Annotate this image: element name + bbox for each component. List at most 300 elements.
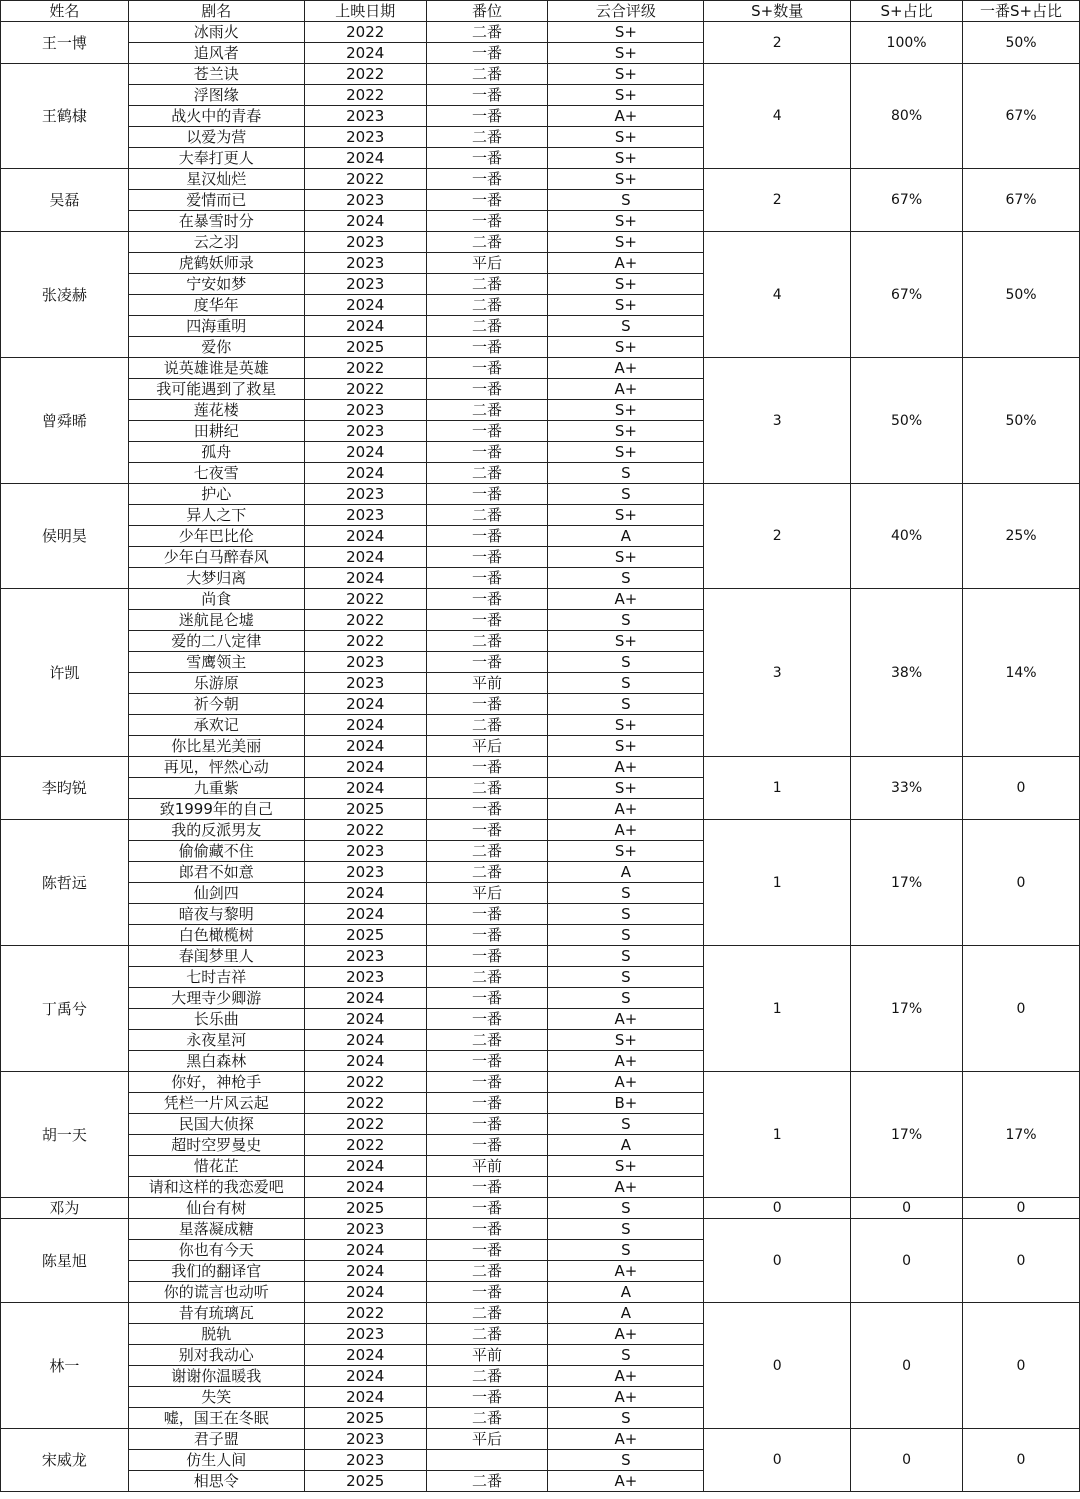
drama-title-cell: 惜花芷 (128, 1156, 304, 1177)
release-year-cell: 2024 (304, 694, 426, 715)
drama-title-cell: 君子盟 (128, 1429, 304, 1450)
s-plus-ratio-cell: 0 (851, 1219, 963, 1303)
billing-cell: 二番 (426, 463, 548, 484)
billing-cell: 一番 (426, 547, 548, 568)
release-year-cell: 2022 (304, 22, 426, 43)
billing-cell: 二番 (426, 1408, 548, 1429)
release-year-cell: 2024 (304, 904, 426, 925)
drama-title-cell: 仿生人间 (128, 1450, 304, 1471)
drama-title-cell: 凭栏一片风云起 (128, 1093, 304, 1114)
table-row (1, 232, 1080, 253)
lead-s-plus-ratio-cell: 67% (963, 64, 1080, 169)
billing-cell: 一番 (426, 1135, 548, 1156)
table-row (1, 820, 1080, 841)
billing-cell: 二番 (426, 1030, 548, 1051)
billing-cell: 一番 (426, 43, 548, 64)
rating-cell: S (548, 463, 704, 484)
release-year-cell: 2024 (304, 547, 426, 568)
rating-cell: A (548, 1282, 704, 1303)
header-drama: 剧名 (128, 1, 304, 22)
release-year-cell: 2025 (304, 1198, 426, 1219)
rating-cell: S (548, 1219, 704, 1240)
table-row (1, 1219, 1080, 1240)
rating-cell: S (548, 652, 704, 673)
rating-cell: S (548, 694, 704, 715)
table-row (1, 169, 1080, 190)
release-year-cell: 2024 (304, 1345, 426, 1366)
rating-cell: S+ (548, 1156, 704, 1177)
rating-cell: A+ (548, 1366, 704, 1387)
billing-cell: 一番 (426, 610, 548, 631)
rating-cell: A+ (548, 1261, 704, 1282)
rating-cell: A+ (548, 799, 704, 820)
release-year-cell: 2022 (304, 1072, 426, 1093)
release-year-cell: 2025 (304, 799, 426, 820)
drama-title-cell: 偷偷藏不住 (128, 841, 304, 862)
drama-title-cell: 异人之下 (128, 505, 304, 526)
header-rating: 云合评级 (548, 1, 704, 22)
release-year-cell: 2024 (304, 1387, 426, 1408)
drama-title-cell: 苍兰诀 (128, 64, 304, 85)
release-year-cell: 2024 (304, 1261, 426, 1282)
release-year-cell: 2023 (304, 946, 426, 967)
release-year-cell: 2023 (304, 673, 426, 694)
rating-cell: S+ (548, 85, 704, 106)
release-year-cell: 2022 (304, 1303, 426, 1324)
release-year-cell: 2024 (304, 1282, 426, 1303)
s-plus-ratio-cell: 67% (851, 232, 963, 358)
drama-title-cell: 我的反派男友 (128, 820, 304, 841)
drama-title-cell: 请和这样的我恋爱吧 (128, 1177, 304, 1198)
table-row (1, 1429, 1080, 1450)
rating-cell: S (548, 316, 704, 337)
actor-name-cell: 丁禹兮 (1, 946, 129, 1072)
lead-s-plus-ratio-cell: 0 (963, 820, 1080, 946)
s-plus-count-cell: 2 (704, 169, 851, 232)
billing-cell: 一番 (426, 1093, 548, 1114)
release-year-cell: 2023 (304, 841, 426, 862)
header-row (1, 1, 1080, 22)
rating-cell: S+ (548, 631, 704, 652)
rating-cell: S+ (548, 400, 704, 421)
drama-title-cell: 乐游原 (128, 673, 304, 694)
billing-cell: 一番 (426, 925, 548, 946)
drama-title-cell: 以爱为营 (128, 127, 304, 148)
billing-cell: 二番 (426, 22, 548, 43)
rating-cell: A+ (548, 1429, 704, 1450)
release-year-cell: 2024 (304, 1030, 426, 1051)
billing-cell: 二番 (426, 715, 548, 736)
s-plus-count-cell: 4 (704, 232, 851, 358)
s-plus-ratio-cell: 50% (851, 358, 963, 484)
release-year-cell: 2023 (304, 652, 426, 673)
release-year-cell: 2024 (304, 1177, 426, 1198)
billing-cell: 一番 (426, 820, 548, 841)
billing-cell: 一番 (426, 211, 548, 232)
lead-s-plus-ratio-cell: 0 (963, 1303, 1080, 1429)
drama-title-cell: 迷航昆仑墟 (128, 610, 304, 631)
rating-cell: A+ (548, 1387, 704, 1408)
billing-cell: 一番 (426, 1072, 548, 1093)
drama-title-cell: 我们的翻译官 (128, 1261, 304, 1282)
rating-cell: A (548, 862, 704, 883)
billing-cell: 二番 (426, 1324, 548, 1345)
billing-cell: 一番 (426, 568, 548, 589)
billing-cell: 平后 (426, 1429, 548, 1450)
s-plus-ratio-cell: 17% (851, 1072, 963, 1198)
release-year-cell: 2024 (304, 316, 426, 337)
release-year-cell: 2023 (304, 862, 426, 883)
s-plus-count-cell: 4 (704, 64, 851, 169)
actor-name-cell: 邓为 (1, 1198, 129, 1219)
billing-cell: 一番 (426, 190, 548, 211)
billing-cell: 一番 (426, 484, 548, 505)
billing-cell: 一番 (426, 1009, 548, 1030)
rating-cell: A+ (548, 1072, 704, 1093)
drama-title-cell: 承欢记 (128, 715, 304, 736)
rating-cell: S+ (548, 778, 704, 799)
s-plus-ratio-cell: 100% (851, 22, 963, 64)
drama-title-cell: 长乐曲 (128, 1009, 304, 1030)
table-body (1, 22, 1080, 1492)
billing-cell: 二番 (426, 862, 548, 883)
drama-title-cell: 孤舟 (128, 442, 304, 463)
billing-cell: 一番 (426, 1051, 548, 1072)
release-year-cell: 2024 (304, 1240, 426, 1261)
rating-cell: S (548, 1198, 704, 1219)
rating-cell: S+ (548, 1030, 704, 1051)
drama-title-cell: 宁安如梦 (128, 274, 304, 295)
drama-title-cell: 星落凝成糖 (128, 1219, 304, 1240)
rating-cell: A+ (548, 1009, 704, 1030)
drama-title-cell: 说英雄谁是英雄 (128, 358, 304, 379)
s-plus-count-cell: 1 (704, 757, 851, 820)
drama-title-cell: 度华年 (128, 295, 304, 316)
rating-cell: A+ (548, 253, 704, 274)
lead-s-plus-ratio-cell: 25% (963, 484, 1080, 589)
release-year-cell: 2025 (304, 925, 426, 946)
drama-title-cell: 莲花楼 (128, 400, 304, 421)
s-plus-count-cell: 3 (704, 358, 851, 484)
drama-title-cell: 我可能遇到了救星 (128, 379, 304, 400)
release-year-cell: 2022 (304, 85, 426, 106)
drama-title-cell: 少年白马醉春风 (128, 547, 304, 568)
s-plus-count-cell: 3 (704, 589, 851, 757)
drama-title-cell: 你好，神枪手 (128, 1072, 304, 1093)
table-row (1, 64, 1080, 85)
billing-cell: 一番 (426, 799, 548, 820)
release-year-cell: 2023 (304, 232, 426, 253)
s-plus-count-cell: 1 (704, 1072, 851, 1198)
drama-title-cell: 郎君不如意 (128, 862, 304, 883)
release-year-cell: 2023 (304, 1219, 426, 1240)
drama-title-cell: 黑白森林 (128, 1051, 304, 1072)
billing-cell: 二番 (426, 778, 548, 799)
lead-s-plus-ratio-cell: 0 (963, 757, 1080, 820)
rating-cell: S+ (548, 736, 704, 757)
table-row (1, 946, 1080, 967)
actor-name-cell: 张凌赫 (1, 232, 129, 358)
s-plus-ratio-cell: 17% (851, 820, 963, 946)
rating-cell: A (548, 1303, 704, 1324)
billing-cell: 一番 (426, 988, 548, 1009)
rating-cell: S (548, 967, 704, 988)
lead-s-plus-ratio-cell: 50% (963, 22, 1080, 64)
actor-name-cell: 陈星旭 (1, 1219, 129, 1303)
rating-cell: A+ (548, 820, 704, 841)
release-year-cell: 2024 (304, 1009, 426, 1030)
billing-cell: 一番 (426, 442, 548, 463)
lead-s-plus-ratio-cell: 0 (963, 946, 1080, 1072)
release-year-cell: 2023 (304, 1450, 426, 1471)
billing-cell: 一番 (426, 1114, 548, 1135)
rating-cell: S (548, 925, 704, 946)
drama-title-cell: 战火中的青春 (128, 106, 304, 127)
release-year-cell: 2022 (304, 820, 426, 841)
billing-cell: 一番 (426, 106, 548, 127)
s-plus-count-cell: 1 (704, 946, 851, 1072)
drama-title-cell: 永夜星河 (128, 1030, 304, 1051)
billing-cell: 二番 (426, 400, 548, 421)
billing-cell: 平后 (426, 883, 548, 904)
release-year-cell: 2023 (304, 253, 426, 274)
drama-title-cell: 爱的二八定律 (128, 631, 304, 652)
release-year-cell: 2024 (304, 568, 426, 589)
header-lead-s-plus-ratio: 一番S+占比 (963, 1, 1080, 22)
s-plus-ratio-cell: 0 (851, 1198, 963, 1219)
rating-cell: A+ (548, 379, 704, 400)
rating-cell: S (548, 610, 704, 631)
rating-cell: A (548, 526, 704, 547)
rating-cell: A (548, 1135, 704, 1156)
release-year-cell: 2023 (304, 967, 426, 988)
rating-cell: S (548, 190, 704, 211)
drama-title-cell: 爱你 (128, 337, 304, 358)
rating-cell: S (548, 1240, 704, 1261)
rating-cell: S+ (548, 295, 704, 316)
release-year-cell: 2024 (304, 736, 426, 757)
release-year-cell: 2023 (304, 127, 426, 148)
s-plus-count-cell: 0 (704, 1429, 851, 1492)
drama-title-cell: 七时吉祥 (128, 967, 304, 988)
rating-cell: S (548, 904, 704, 925)
table-row (1, 589, 1080, 610)
rating-cell: S (548, 883, 704, 904)
drama-title-cell: 尚食 (128, 589, 304, 610)
release-year-cell: 2022 (304, 1135, 426, 1156)
release-year-cell: 2023 (304, 190, 426, 211)
release-year-cell: 2023 (304, 400, 426, 421)
drama-title-cell: 致1999年的自己 (128, 799, 304, 820)
drama-title-cell: 仙剑四 (128, 883, 304, 904)
s-plus-count-cell: 2 (704, 484, 851, 589)
actor-name-cell: 胡一天 (1, 1072, 129, 1198)
release-year-cell: 2023 (304, 274, 426, 295)
release-year-cell: 2025 (304, 1471, 426, 1492)
table-row (1, 1303, 1080, 1324)
billing-cell: 一番 (426, 526, 548, 547)
rating-cell: S+ (548, 547, 704, 568)
drama-title-cell: 七夜雪 (128, 463, 304, 484)
drama-title-cell: 护心 (128, 484, 304, 505)
release-year-cell: 2025 (304, 1408, 426, 1429)
billing-cell: 二番 (426, 295, 548, 316)
table-row (1, 1072, 1080, 1093)
drama-title-cell: 白色橄榄树 (128, 925, 304, 946)
rating-cell: S+ (548, 715, 704, 736)
billing-cell: 二番 (426, 1303, 548, 1324)
drama-title-cell: 春闺梦里人 (128, 946, 304, 967)
s-plus-ratio-cell: 17% (851, 946, 963, 1072)
billing-cell: 一番 (426, 1219, 548, 1240)
rating-cell: S+ (548, 127, 704, 148)
actor-name-cell: 李昀锐 (1, 757, 129, 820)
lead-s-plus-ratio-cell: 67% (963, 169, 1080, 232)
rating-cell: A+ (548, 106, 704, 127)
billing-cell: 二番 (426, 316, 548, 337)
rating-cell: A+ (548, 1177, 704, 1198)
drama-title-cell: 爱情而已 (128, 190, 304, 211)
release-year-cell: 2022 (304, 169, 426, 190)
lead-s-plus-ratio-cell: 0 (963, 1429, 1080, 1492)
rating-cell: S+ (548, 274, 704, 295)
billing-cell: 一番 (426, 148, 548, 169)
rating-cell: S+ (548, 841, 704, 862)
rating-cell: S+ (548, 442, 704, 463)
billing-cell: 一番 (426, 694, 548, 715)
rating-cell: S+ (548, 43, 704, 64)
release-year-cell: 2023 (304, 106, 426, 127)
billing-cell: 一番 (426, 946, 548, 967)
release-year-cell: 2024 (304, 757, 426, 778)
table-row (1, 22, 1080, 43)
rating-cell: S+ (548, 211, 704, 232)
table-row (1, 1198, 1080, 1219)
drama-title-cell: 脱轨 (128, 1324, 304, 1345)
s-plus-count-cell: 0 (704, 1198, 851, 1219)
billing-cell: 二番 (426, 64, 548, 85)
rating-cell: S+ (548, 22, 704, 43)
drama-title-cell: 田耕纪 (128, 421, 304, 442)
actor-name-cell: 林一 (1, 1303, 129, 1429)
drama-title-cell: 雪鹰领主 (128, 652, 304, 673)
drama-title-cell: 失笑 (128, 1387, 304, 1408)
rating-cell: S (548, 946, 704, 967)
rating-cell: S (548, 1408, 704, 1429)
drama-title-cell: 超时空罗曼史 (128, 1135, 304, 1156)
billing-cell: 二番 (426, 967, 548, 988)
drama-title-cell: 嘘，国王在冬眠 (128, 1408, 304, 1429)
drama-title-cell: 昔有琉璃瓦 (128, 1303, 304, 1324)
drama-title-cell: 仙台有树 (128, 1198, 304, 1219)
s-plus-ratio-cell: 40% (851, 484, 963, 589)
table-row (1, 358, 1080, 379)
billing-cell: 一番 (426, 1240, 548, 1261)
billing-cell: 一番 (426, 358, 548, 379)
s-plus-ratio-cell: 38% (851, 589, 963, 757)
release-year-cell: 2022 (304, 610, 426, 631)
billing-cell: 二番 (426, 1471, 548, 1492)
header-release-year: 上映日期 (304, 1, 426, 22)
lead-s-plus-ratio-cell: 0 (963, 1198, 1080, 1219)
drama-title-cell: 你的谎言也动听 (128, 1282, 304, 1303)
rating-cell: S+ (548, 505, 704, 526)
release-year-cell: 2022 (304, 631, 426, 652)
billing-cell: 一番 (426, 379, 548, 400)
billing-cell: 一番 (426, 1282, 548, 1303)
release-year-cell: 2022 (304, 1114, 426, 1135)
s-plus-count-cell: 0 (704, 1219, 851, 1303)
rating-cell: S (548, 568, 704, 589)
header-name: 姓名 (1, 1, 129, 22)
release-year-cell: 2024 (304, 43, 426, 64)
drama-title-cell: 相思令 (128, 1471, 304, 1492)
rating-cell: S (548, 1114, 704, 1135)
release-year-cell: 2023 (304, 421, 426, 442)
actor-name-cell: 宋威龙 (1, 1429, 129, 1492)
billing-cell: 平后 (426, 253, 548, 274)
s-plus-ratio-cell: 33% (851, 757, 963, 820)
drama-title-cell: 祈今朝 (128, 694, 304, 715)
release-year-cell: 2023 (304, 1324, 426, 1345)
billing-cell: 二番 (426, 841, 548, 862)
release-year-cell: 2024 (304, 1051, 426, 1072)
billing-cell: 一番 (426, 757, 548, 778)
drama-title-cell: 少年巴比伦 (128, 526, 304, 547)
billing-cell (426, 1450, 548, 1471)
release-year-cell: 2024 (304, 1366, 426, 1387)
actor-name-cell: 王鹤棣 (1, 64, 129, 169)
rating-cell: S+ (548, 421, 704, 442)
rating-cell: S (548, 1450, 704, 1471)
release-year-cell: 2025 (304, 337, 426, 358)
rating-cell: B+ (548, 1093, 704, 1114)
drama-title-cell: 民国大侦探 (128, 1114, 304, 1135)
s-plus-ratio-cell: 80% (851, 64, 963, 169)
drama-title-cell: 谢谢你温暖我 (128, 1366, 304, 1387)
billing-cell: 二番 (426, 631, 548, 652)
s-plus-ratio-cell: 0 (851, 1303, 963, 1429)
drama-title-cell: 别对我动心 (128, 1345, 304, 1366)
drama-title-cell: 你比星光美丽 (128, 736, 304, 757)
release-year-cell: 2023 (304, 505, 426, 526)
rating-cell: A+ (548, 589, 704, 610)
s-plus-ratio-cell: 0 (851, 1429, 963, 1492)
actor-name-cell: 曾舜晞 (1, 358, 129, 484)
release-year-cell: 2022 (304, 64, 426, 85)
rating-cell: S (548, 484, 704, 505)
release-year-cell: 2024 (304, 211, 426, 232)
billing-cell: 二番 (426, 232, 548, 253)
rating-cell: S (548, 673, 704, 694)
rating-cell: A+ (548, 358, 704, 379)
drama-title-cell: 虎鹤妖师录 (128, 253, 304, 274)
rating-cell: S (548, 1345, 704, 1366)
rating-cell: S (548, 988, 704, 1009)
release-year-cell: 2024 (304, 295, 426, 316)
drama-title-cell: 大梦归离 (128, 568, 304, 589)
table-row (1, 484, 1080, 505)
billing-cell: 平前 (426, 1345, 548, 1366)
release-year-cell: 2022 (304, 589, 426, 610)
billing-cell: 二番 (426, 505, 548, 526)
drama-title-cell: 追风者 (128, 43, 304, 64)
rating-cell: S+ (548, 169, 704, 190)
s-plus-count-cell: 1 (704, 820, 851, 946)
drama-title-cell: 冰雨火 (128, 22, 304, 43)
billing-cell: 二番 (426, 127, 548, 148)
release-year-cell: 2024 (304, 883, 426, 904)
